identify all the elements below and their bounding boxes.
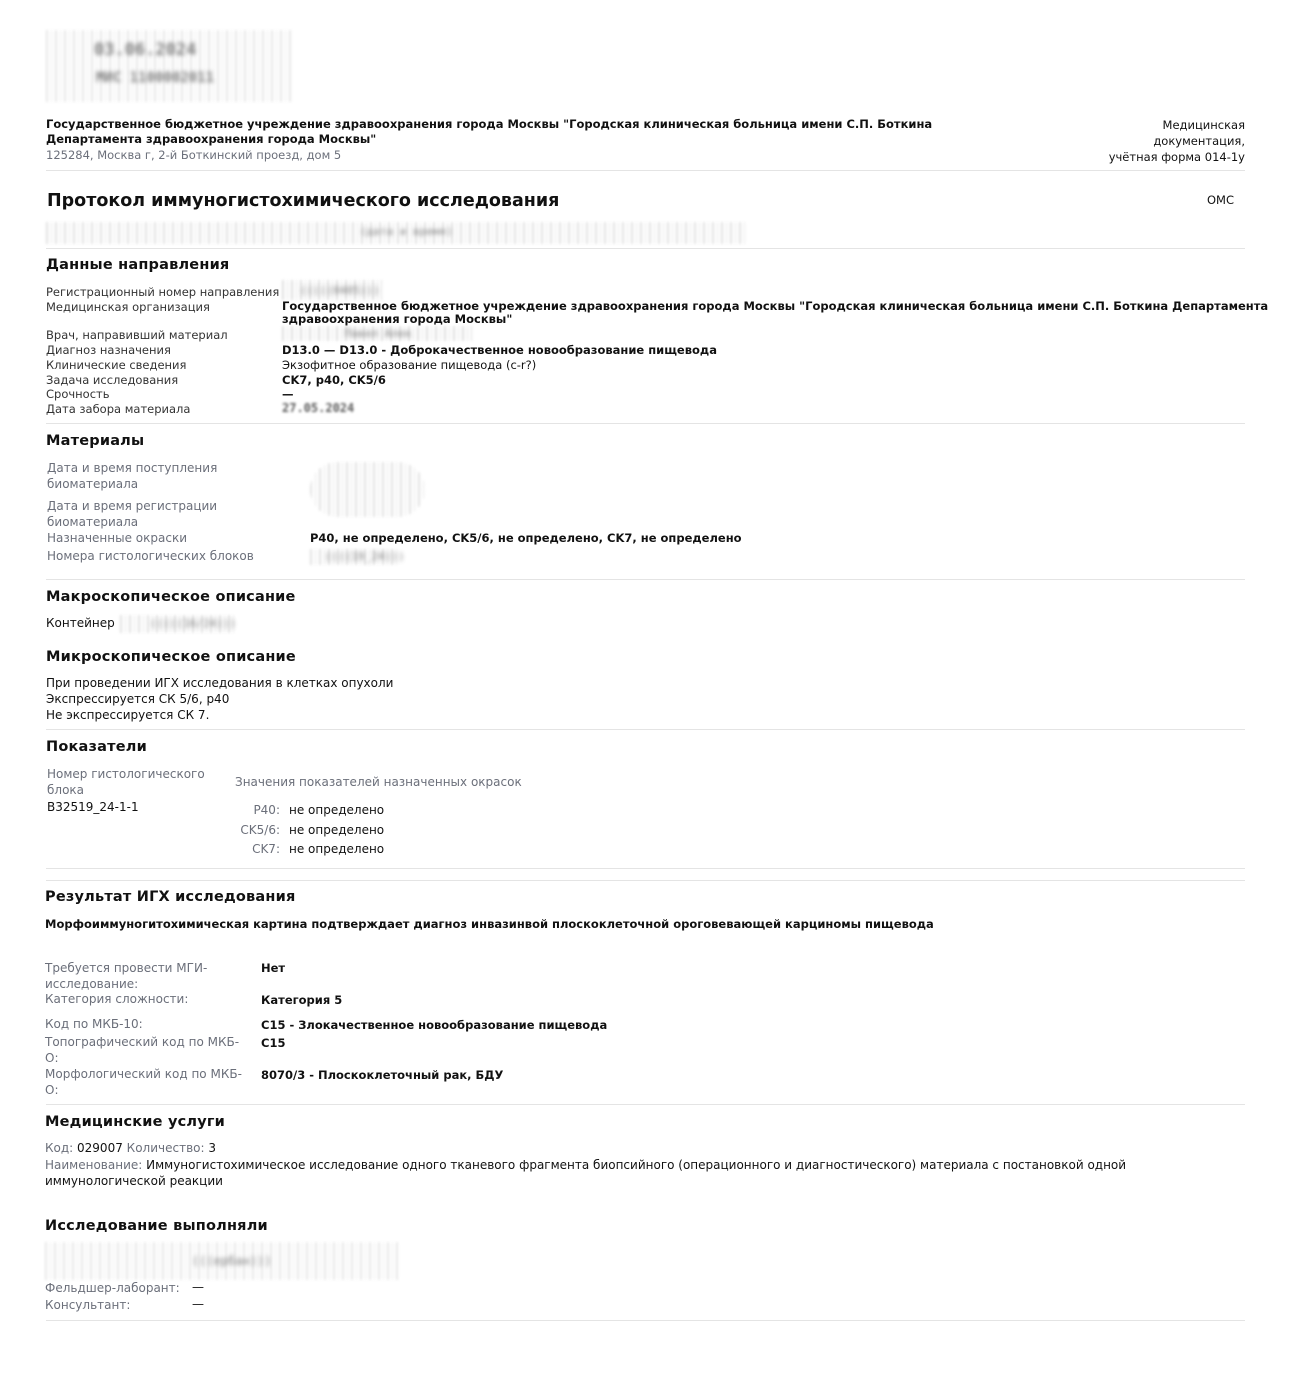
indicator-value: не определено [289,803,385,817]
reg-number-value: (((((0405))) [300,284,380,297]
materials-heading: Материалы [46,433,145,449]
quantity-label: Количество: [126,1141,205,1155]
indicator-value: не определено [289,823,385,837]
stamp-date: 03.06.2024 [94,40,197,60]
consultant-label: Консультант: [45,1298,131,1312]
referral-heading: Данные направления [46,257,230,273]
micro-text: При проведении ИГХ исследования в клетках опухоли Экспрессируется СК 5/6, p40 Не экспрессируется СК 7. [46,676,394,722]
task-value: CK7, p40, CK5/6 [282,373,386,387]
service-name-value-cont: иммунологической реакции [45,1174,223,1188]
result-heading: Результат ИГХ исследования [45,889,296,905]
topo-label: Топографический код по МКБ- О: [45,1035,240,1065]
values-header: Значения показателей назначенных окрасок [235,775,522,789]
blocks-label: Номера гистологических блоков [47,549,254,563]
task-label: Задача исследования [46,373,179,387]
blocks-value: ((((19_24))) [325,550,405,563]
service-name-value: Иммуногистохимическое исследование одного тканевого фрагмента биопсийного (операционного и диагностического) материала с постановкой одной [146,1158,1127,1172]
stamp-id: МИС 1100002011 [96,70,215,86]
indicator-label: CK5/6: [240,823,280,837]
icd-value: C15 - Злокачественное новообразование пищевода [261,1018,608,1032]
performers-heading: Исследование выполняли [45,1218,268,1234]
morph-value: 8070/3 - Плоскоклеточный рак, БДУ [261,1068,504,1082]
urgency-label: Срочность [46,387,110,401]
indicator-label: P40: [253,803,280,817]
complexity-value: Категория 5 [261,993,343,1007]
form-info: Медицинская документация, учётная форма 014-1у [1108,118,1245,164]
diagnosis-label: Диагноз назначения [46,343,171,357]
barcode-stamp [46,30,296,102]
icd-label: Код по МКБ-10: [45,1017,143,1031]
service-code-line [45,1141,216,1155]
med-org-label: Медицинская организация [46,300,210,314]
code-value: 029007 [77,1141,123,1155]
services-heading: Медицинские услуги [45,1114,225,1130]
reg-number-label: Регистрационный номер направления [46,285,280,299]
indicators-heading: Показатели [46,739,147,755]
org-address: 125284, Москва г, 2-й Боткинский проезд, дом 5 [46,148,342,162]
collection-date-value: 27.05.2024 [282,401,355,415]
name-label: Наименование: [45,1158,143,1172]
consultant-value: — [192,1297,204,1311]
indicator-label: CK7: [252,842,280,856]
med-org-value: Государственное бюджетное учреждение здравоохранения города Москвы "Городская клиническая больница имени С.П. Боткина Департамента здравоохранения города Москвы" [282,299,1269,326]
block-number-header: Номер гистологического блока [47,767,205,797]
registration-label: Дата и время регистрации биоматериала [47,499,218,529]
complexity-label: Категория сложности: [45,992,189,1006]
urgency-value: — [282,387,294,401]
macro-heading: Макроскопическое описание [46,589,296,605]
lab-assistant-label: Фельдшер-лаборант: [45,1281,180,1295]
diagnosis-value: D13.0 — D13.0 - Доброкачественное новообразование пищевода [282,343,717,357]
stains-label: Назначенные окраски [47,531,187,545]
morph-label: Морфологический код по МКБ- О: [45,1067,242,1097]
topo-value: C15 [261,1036,286,1050]
code-label: Код: [45,1141,74,1155]
lab-assistant-value: — [192,1280,204,1294]
quantity-value: 3 [208,1141,216,1155]
result-conclusion: Морфоиммуногитохимическая картина подтверждает диагноз инвазинвой плоскоклеточной ороговевающей карциномы пищевода [45,917,934,931]
collection-date-label: Дата забора материала [46,402,191,416]
material-dates-blur [310,462,425,517]
performer-name: (((ербан))) [192,1254,272,1268]
mgi-label: Требуется провести МГИ- исследование: [45,961,208,991]
subline-date-label: (дата и время) [360,225,453,238]
indicator-value: не определено [289,842,385,856]
clinical-label: Клинические сведения [46,358,187,372]
micro-heading: Микроскопическое описание [46,649,296,665]
document-title: Протокол иммуногистохимического исследования [47,191,560,211]
service-name-line [45,1157,1195,1189]
receipt-label: Дата и время поступления биоматериала [47,461,218,491]
container-value: (((((16/24))) [150,617,237,630]
block-number: B32519_24-1-1 [47,800,139,814]
stains-value: P40, не определено, CK5/6, не определено, CK7, не определено [310,531,742,545]
org-name: Государственное бюджетное учреждение здравоохранения города Москвы "Городская клиническая больница имени С.П. Боткина Департамента здравоохранения города Москвы" [46,117,933,146]
payment-type: ОМС [1207,193,1235,207]
container-label: Контейнер [46,616,115,630]
mgi-value: Нет [261,961,286,975]
doctor-label: Врач, направивший материал [46,328,228,342]
clinical-value: Экзофитное образование пищевода (c-r?) [282,358,537,372]
doctor-value: Павел Алек [345,327,412,340]
